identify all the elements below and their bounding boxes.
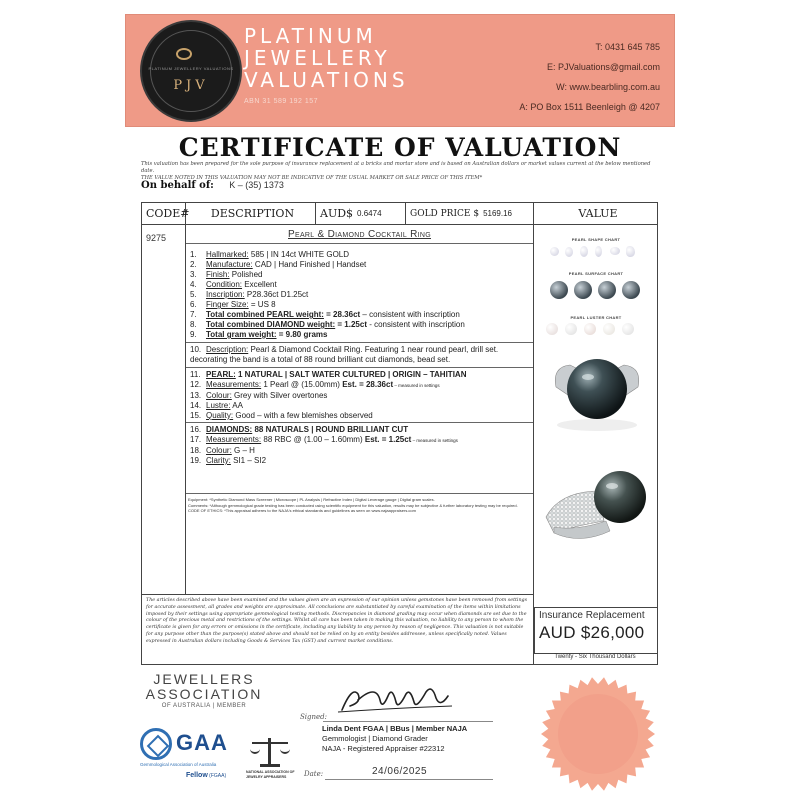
equipment-notes	[188, 497, 530, 514]
disclaimer-line: This valuation has been prepared for the sole purpose of insurance replacement at a bricks and mortar store and is based on Australian dollars or market values current at the below mentioned date.	[141, 161, 651, 174]
footnote-comments: Comments: *Although gemmological grade testing has been conducted using scientific equipment for this valuation, results may be subjective & further laboratory testing may be required.	[188, 502, 518, 508]
list-item: decorating the band is a total of 88 round brilliant cut diamonds, bead set.	[190, 355, 451, 364]
abn-number: ABN 31 589 192 157	[244, 98, 318, 105]
fellow-badge	[186, 772, 226, 779]
list-item: 13. Colour: Grey with Silver overtones	[190, 391, 328, 400]
grader-details	[322, 724, 467, 754]
header-description: DESCRIPTION	[186, 203, 316, 225]
pearl-shape-icon	[610, 247, 620, 255]
signature	[336, 680, 456, 718]
header-banner	[125, 14, 675, 127]
item-title: Pearl & Diamond Cocktail Ring	[288, 229, 431, 240]
logo-tagline: PLATINUM JEWELLERY VALUATIONS	[148, 66, 234, 71]
list-item: 12. Measurements: 1 Pearl @ (15.00mm) Est. = 28.36ct – measured in settings	[190, 380, 440, 389]
brand-line: JEWELLERY	[244, 46, 391, 70]
gaa-acronym: GAA	[176, 730, 228, 755]
list-item: 2. Manufacture: CAD | Hand Finished | Handset	[190, 260, 367, 269]
header-code: CODE#	[142, 203, 186, 225]
pearl-surface-icon	[622, 281, 640, 299]
pearl-luster-icon	[546, 323, 558, 335]
list-item: 4. Condition: Excellent	[190, 280, 277, 289]
certificate-title: CERTIFICATE OF VALUATION	[178, 133, 622, 162]
insurance-box	[534, 607, 658, 654]
header-gold-price	[406, 203, 534, 225]
disclaimer-line: THE VALUE NOTED IN THIS VALUATION MAY NOT BE INDICATIVE OF THE USUAL MARKET OR SALE PRICE OF THIS ITEM*	[141, 175, 483, 181]
gold-label: GOLD PRICE $	[410, 208, 480, 219]
gold-value: 5169.16	[483, 209, 512, 218]
ring-photo-front	[542, 347, 652, 447]
ring-icon	[176, 48, 192, 60]
grader-role: Gemmologist | Diamond Grader	[322, 734, 428, 743]
pearl-shape-icon	[626, 246, 635, 257]
spec-list-description	[190, 345, 498, 365]
behalf-value: K – (35) 1373	[229, 180, 284, 190]
pearl-surface-icon	[598, 281, 616, 299]
insurance-label: Insurance Replacement	[539, 610, 645, 621]
email-link[interactable]: E: PJValuations@gmail.com	[546, 62, 660, 72]
spec-list-weights	[190, 310, 465, 340]
amount-in-words: Twenty - Six Thousand Dollars	[554, 654, 636, 660]
ja-line: ASSOCIATION	[145, 686, 263, 702]
insurance-amount: AUD $26,000	[539, 623, 645, 642]
list-item: 16. DIAMONDS: 88 NATURALS | ROUND BRILLIANT CUT	[190, 425, 409, 434]
pearl-luster-icon	[622, 323, 634, 335]
pearl-surface-icon	[550, 281, 568, 299]
brand-name	[244, 25, 409, 91]
list-item: 8. Total combined DIAMOND weight: = 1.25ct - consistent with inscription	[190, 320, 465, 329]
spec-list-pearl	[190, 370, 466, 421]
fellow-suffix: (FGAA)	[207, 773, 227, 779]
ring-photo-side	[540, 461, 652, 551]
list-item: 7. Total combined PEARL weight: = 28.36ct – consistent with inscription	[190, 310, 460, 319]
behalf-label: On behalf of:	[141, 180, 214, 191]
list-item: 18. Colour: G – H	[190, 446, 255, 455]
naja-text: NATIONAL ASSOCIATION OF JEWELRY APPRAISERS	[246, 770, 295, 779]
list-item: 11. PEARL: 1 NATURAL | SALT WATER CULTURED | ORIGIN – TAHITIAN	[190, 370, 467, 379]
item-code: 9275	[142, 225, 186, 594]
date-label: Date:	[304, 770, 324, 778]
pearl-luster-icon	[603, 323, 615, 335]
brand-line: PLATINUM	[244, 24, 377, 48]
address-text: A: PO Box 1511 Beenleigh @ 4207	[519, 102, 660, 112]
header-aud	[316, 203, 406, 225]
list-item: 14. Lustre: AA	[190, 401, 243, 410]
phone-text: T: 0431 645 785	[595, 42, 660, 52]
fellow-label: Fellow	[186, 772, 208, 779]
ja-line: JEWELLERS	[153, 671, 255, 687]
legal-terms	[142, 594, 534, 665]
pearl-shape-icon	[565, 247, 573, 257]
list-item: 9. Total gram weight: = 9.80 grams	[190, 330, 328, 339]
pearl-shape-chart-title: PEARL SHAPE CHART	[571, 237, 621, 242]
list-item: 17. Measurements: 88 RBC @ (1.00 – 1.60mm) Est. = 1.25ct – measured in settings	[190, 435, 458, 444]
footnote-ethics: CODE OF ETHICS: *This appraisal adheres to the NAJA's ethical standards and guidelines as seen on www.najaappraisers.com	[188, 508, 416, 514]
certificate-seal	[540, 676, 656, 792]
on-behalf-of	[141, 180, 284, 191]
logo-initials: PJV	[173, 78, 209, 93]
contact-block	[519, 37, 660, 117]
list-item: 19. Clarity: SI1 – SI2	[190, 456, 267, 465]
header-value: VALUE	[534, 203, 658, 225]
pearl-shape-icon	[580, 246, 588, 257]
pjv-logo	[140, 20, 242, 122]
valuation-table	[141, 202, 658, 665]
gaa-full-name: Gemmological Association of Australia	[140, 762, 217, 767]
pearl-surface-icon	[574, 281, 592, 299]
gaa-gem-icon	[140, 728, 172, 760]
list-item: 5. Inscription: P28.36ct D1.25ct	[190, 290, 309, 299]
spec-list-diamonds	[190, 425, 458, 466]
disclaimer	[141, 161, 661, 182]
pearl-shape-icon	[595, 246, 602, 257]
grader-registration: NAJA - Registered Appraiser #22312	[322, 744, 445, 753]
list-item: 6. Finger Size: = US 8	[190, 300, 276, 309]
website-link[interactable]: W: www.bearbling.com.au	[556, 82, 660, 92]
aud-label: AUD$	[320, 207, 354, 220]
list-item: 15. Quality: Good – with a few blemishes observed	[190, 411, 373, 420]
value-column	[534, 225, 658, 594]
legal-text: The articles described above have been examined and the values given are an expression of our opinion unless gemstones have been removed from settings for accurate assessment, all grades and weights are approximate. All conclusions are substantiated by careful examination of the items within limitations imposed by their settings using appropriate gemmological testing methods. Discrepancies in diamond grading may occur when diamonds are set due to the colour of the precious metal and restrictions of the settings. Whilst all care has been taken in making this valuation, no liability to any person to whom the certificate is given for any errors or omissions in the certificate, including any liability to any person by reason of negligence. This valuation is not suitable for any purpose other than the purpose(s) stated above and should not be relied on by an entity besides addressee, unless specifically noted. Values expressed in Australian dollars including Goods & Services Tax (GST) and current market conditions.	[146, 598, 528, 644]
ja-member-text: OF AUSTRALIA | MEMBER	[161, 703, 247, 709]
aud-value: 0.6474	[357, 209, 382, 218]
list-item: 3. Finish: Polished	[190, 270, 263, 279]
list-item: 1. Hallmarked: 585 | IN 14ct WHITE GOLD	[190, 250, 350, 259]
pearl-luster-chart-title: PEARL LUSTER CHART	[570, 315, 622, 320]
footnote-equipment: Equipment: *Synthetic Diamond Mass Screener | Microscope | PL Analysis | Refractive Index | Digital Leverage gauge | Digital gram scales.	[188, 497, 435, 502]
list-item: 10. Description: Pearl & Diamond Cocktail Ring. Featuring 1 near round pearl, drill set.	[190, 345, 499, 354]
brand-line: VALUATIONS	[244, 68, 409, 92]
signed-label: Signed:	[300, 713, 328, 721]
naja-logo	[246, 734, 294, 782]
grader-name: Linda Dent FGAA | BBus | Member NAJA	[322, 724, 468, 733]
pearl-shape-icon	[550, 247, 559, 256]
pearl-surface-chart-title: PEARL SURFACE CHART	[568, 271, 624, 276]
pearl-luster-icon	[584, 323, 596, 335]
spec-list-general	[190, 250, 366, 310]
pearl-luster-icon	[565, 323, 577, 335]
valuation-date: 24/06/2025	[372, 766, 428, 777]
description-area	[186, 225, 534, 594]
jewellers-association-logo	[144, 672, 264, 702]
